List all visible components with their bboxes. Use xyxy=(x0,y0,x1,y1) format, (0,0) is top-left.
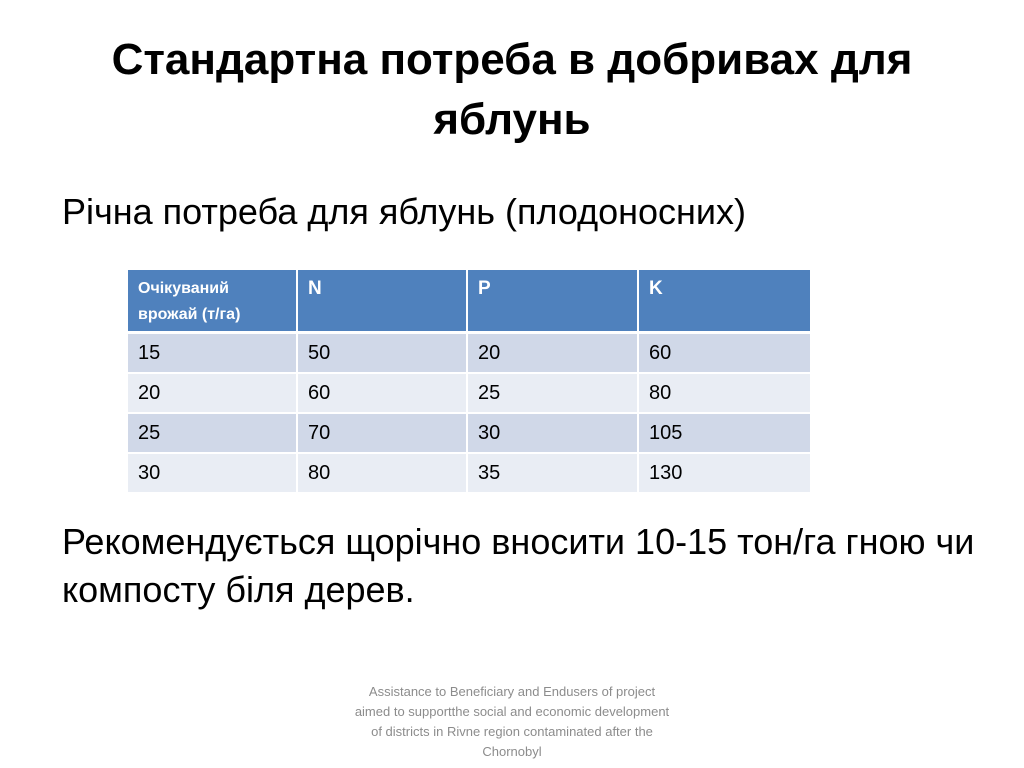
cell-n: 50 xyxy=(298,334,468,374)
cell-k: 80 xyxy=(639,374,810,414)
header-expected-yield: Очікуваний врожай (т/га) xyxy=(128,270,298,334)
cell-n: 70 xyxy=(298,414,468,454)
cell-k: 105 xyxy=(639,414,810,454)
cell-yield: 15 xyxy=(128,334,298,374)
table-row xyxy=(128,374,810,414)
recommendation-note: Рекомендується щорічно вносити 10-15 тон/га гною чи компосту біля дерев. xyxy=(62,521,975,610)
table-row xyxy=(128,414,810,454)
table-header-row xyxy=(128,270,810,334)
table-row xyxy=(128,334,810,374)
cell-p: 35 xyxy=(468,454,639,494)
slide-subtitle: Річна потреба для яблунь (плодоносних) xyxy=(62,191,747,232)
cell-p: 25 xyxy=(468,374,639,414)
header-n: N xyxy=(298,270,468,334)
fertilizer-table xyxy=(128,270,810,494)
table-row xyxy=(128,454,810,494)
footer-note: Assistance to Beneficiary and Endusers of project aimed to supportthe social and economic development of districts in Rivne region contaminated after the Chornobyl xyxy=(354,684,670,759)
header-k: K xyxy=(639,270,810,334)
cell-yield: 20 xyxy=(128,374,298,414)
cell-p: 20 xyxy=(468,334,639,374)
cell-yield: 25 xyxy=(128,414,298,454)
header-p: P xyxy=(468,270,639,334)
cell-n: 60 xyxy=(298,374,468,414)
cell-p: 30 xyxy=(468,414,639,454)
cell-k: 60 xyxy=(639,334,810,374)
fertilizer-table-container xyxy=(128,270,810,494)
cell-yield: 30 xyxy=(128,454,298,494)
cell-k: 130 xyxy=(639,454,810,494)
slide-title: Стандартна потреба в добривах для яблунь xyxy=(111,35,913,144)
cell-n: 80 xyxy=(298,454,468,494)
